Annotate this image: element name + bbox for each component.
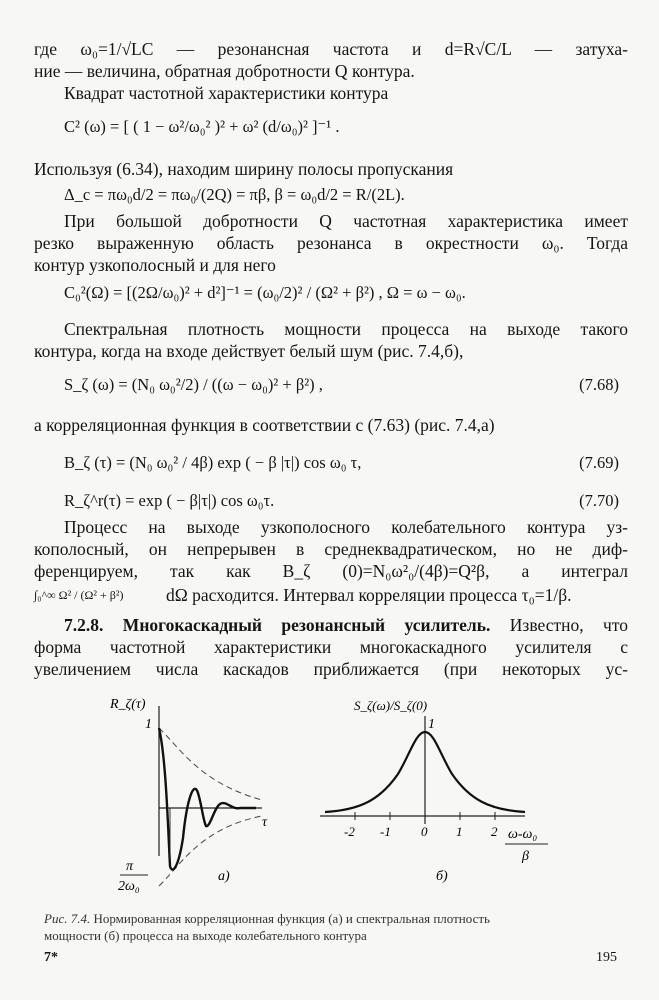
text-line: где ω₀=1/√LC — резонансная частота и d=R√C/L — затуха- — [34, 39, 628, 59]
section-line — [64, 614, 628, 636]
text-line: dΩ расходится. Интервал корреляции процесса τ₀=1/β. — [166, 585, 572, 605]
text-line: контура, когда на входе действует белый шум (рис. 7.4,б), — [34, 341, 464, 361]
equation-number: (7.68) — [579, 375, 619, 394]
equation-c2: C² (ω) = [ ( 1 − ω²/ω₀² )² + ω² (d/ω₀)² ]⁻¹ . — [64, 117, 340, 136]
correlation-curve — [159, 728, 256, 870]
text-line: а корреляционная функция в соответствии с (7.63) (рис. 7.4,а) — [34, 415, 495, 435]
section-heading: 7.2.8. Многокаскадный резонансный усилитель. — [64, 615, 491, 635]
tick-label: 0 — [421, 824, 428, 839]
panel-label-b: б) — [436, 869, 448, 884]
text-line: ференцируем, так как B_ζ (0)=N₀ω²₀/(4β)=Q²β, а интеграл — [34, 561, 628, 581]
equation-bandwidth: Δ_c = πω₀d/2 = πω₀/(2Q) = πβ, β = ω₀d/2 = R/(2L). — [64, 185, 405, 204]
xlabel-b-numerator: ω-ω₀ — [508, 827, 538, 842]
x-label-a: τ — [262, 815, 268, 830]
ylabel-b: S_ζ(ω)/S_ζ(0) — [354, 698, 428, 713]
equation-integral: ∫₀^∞ Ω² / (Ω² + β²) — [34, 588, 124, 602]
text-line: контур узкополосный и для него — [34, 255, 276, 275]
text-line: увеличением числа каскадов приближается (при некоторых ус- — [34, 659, 628, 679]
text-line: Квадрат частотной характеристики контура — [64, 83, 389, 103]
ylabel-a: R_ζ(τ) — [110, 697, 146, 712]
xlabel-b-denominator: β — [522, 849, 529, 864]
text-line: Используя (6.34), находим ширину полосы пропускания — [34, 159, 454, 179]
tick-label: -1 — [380, 824, 391, 839]
equation-number: (7.69) — [579, 453, 619, 472]
equation-normalized: R_ζ^r(τ) = exp ( − β|τ|) cos ω₀τ. — [64, 491, 275, 510]
equation-c20: C₀²(Ω) = [(2Ω/ω₀)² + d²]⁻¹ = (ω₀/2)² / (Ω² + β²) , Ω = ω − ω₀. — [64, 283, 466, 302]
text-line: Процесс на выходе узкополосного колебательного контура уз- — [64, 517, 628, 537]
equation-spectral: S_ζ (ω) = (N₀ ω₀²/2) / ((ω − ω₀)² + β²) , — [64, 375, 323, 394]
text-line: При большой добротности Q частотная характеристика имеет — [64, 211, 628, 231]
pi-denominator: 2ω₀ — [118, 879, 140, 894]
figure-caption-line2: мощности (б) процесса на выходе колебательного контура — [44, 928, 367, 943]
equation-number: (7.70) — [579, 491, 619, 510]
caption-label: Рис. 7.4. — [44, 911, 91, 926]
text-line: ние — величина, обратная добротности Q контура. — [34, 61, 415, 81]
page-number: 195 — [596, 950, 617, 965]
figure-caption — [44, 910, 626, 927]
figure-7-4 — [0, 688, 659, 908]
signature-mark: 7* — [44, 950, 58, 965]
envelope-lower — [159, 816, 262, 886]
text-line: Спектральная плотность мощности процесса на выходе такого — [64, 319, 628, 339]
tick-label: -2 — [344, 824, 355, 839]
equation-correlation: B_ζ (τ) = (N₀ ω₀² / 4β) exp ( − β |τ|) cos ω₀ τ, — [64, 453, 362, 472]
panel-a — [109, 697, 268, 894]
y-one-a: 1 — [145, 717, 152, 732]
y-one-b: 1 — [428, 717, 435, 732]
text-line: кополосный, он непрерывен в среднеквадратическом, но не диф- — [34, 539, 628, 559]
text-line: форма частотной характеристики многокаскадного усилителя с — [34, 637, 628, 657]
section-text: Известно, что — [490, 615, 628, 635]
envelope-upper — [159, 728, 262, 800]
tick-label: 2 — [491, 824, 498, 839]
caption-text: Нормированная корреляционная функция (а) и спектральная плотность — [90, 911, 490, 926]
text-line: резко выраженную область резонанса в окрестности ω₀. Тогда — [34, 233, 628, 253]
pi-numerator: π — [126, 859, 134, 874]
panel-label-a: а) — [218, 869, 230, 884]
panel-b — [320, 698, 548, 884]
tick-label: 1 — [456, 824, 463, 839]
